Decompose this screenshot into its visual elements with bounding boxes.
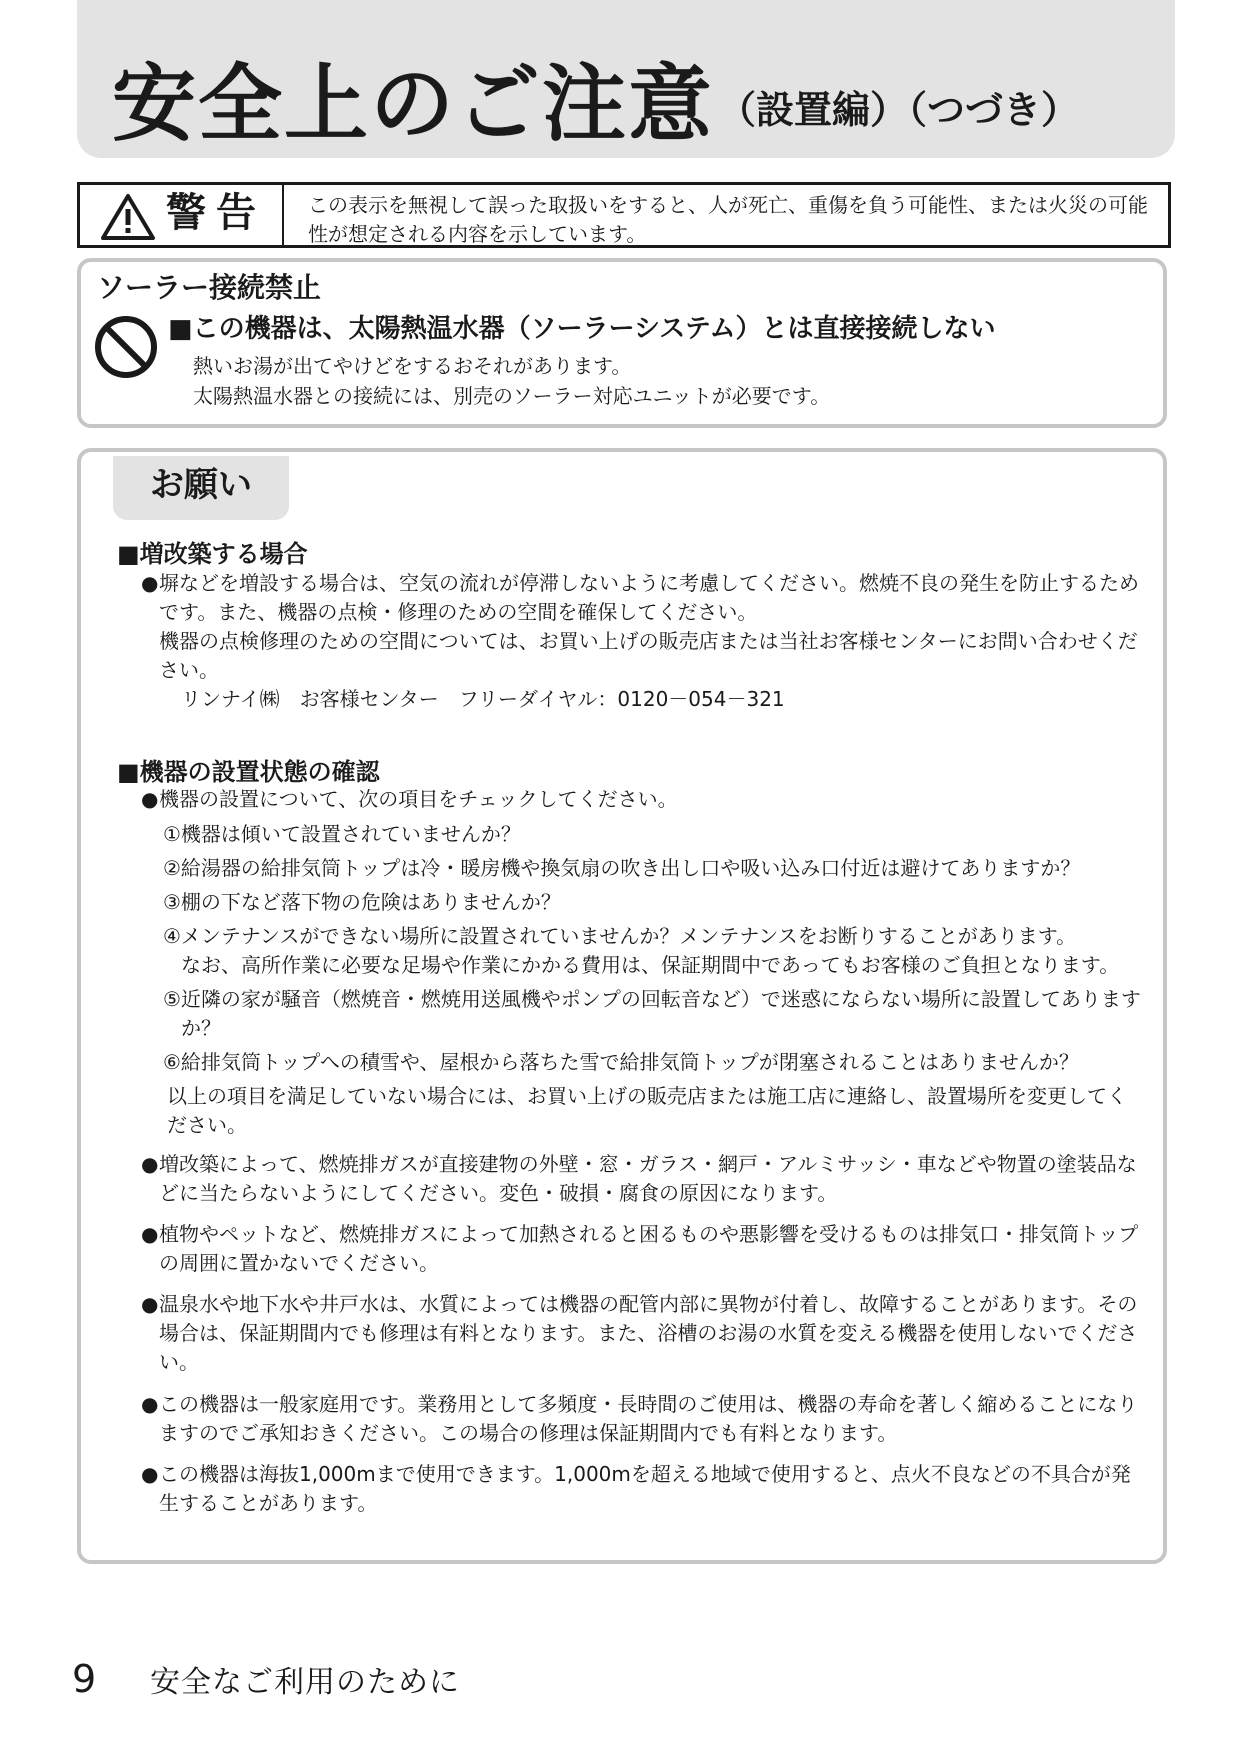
request-box	[77, 448, 1167, 1564]
bullet-mark: ●	[141, 1152, 159, 1176]
warning-triangle-icon	[100, 193, 156, 241]
solar-heading: ソーラー接続禁止	[97, 271, 322, 304]
inquiry-note: 機器の点検修理のための空間については、お買い上げの販売店または当社お客様センターにお問い合わせください。	[159, 629, 1138, 682]
solar-detail-line: 太陽熱温水器との接続には、別売のソーラー対応ユニットが必要です。	[193, 384, 831, 408]
prohibition-icon	[93, 314, 159, 380]
check-item: ④メンテナンスができない場所に設置されていませんか？メンテナンスをお断りすることがあります。	[163, 924, 1077, 948]
bullet-text: 塀などを増設する場合は、空気の流れが停滞しないように考慮してください。燃焼不良の発生を防止するためです。また、機器の点検・修理のための空間を確保してください。	[159, 571, 1139, 624]
bullet-text: 増改築によって、燃焼排ガスが直接建物の外壁・窓・ガラス・網戸・アルミサッシ・車などや物置の塗装品などに当たらないようにしてください。変色・破損・腐食の原因になります。	[159, 1152, 1137, 1205]
bullet-mark: ●	[141, 1292, 159, 1316]
customer-center-contact: リンナイ㈱ お客様センター フリーダイヤル：0120－054－321	[181, 687, 785, 711]
request-tab	[113, 456, 289, 520]
bullet-mark: ●	[141, 1462, 159, 1486]
bullet-text: 温泉水や地下水や井戸水は、水質によっては機器の配管内部に異物が付着し、故障することがあります。その場合は、保証期間内でも修理は有料となります。また、浴槽のお湯の水質を変える機器を使用しないでください。	[159, 1292, 1138, 1374]
bullet-text: 機器の設置について、次の項目をチェックしてください。	[159, 787, 678, 811]
bullet-text: 植物やペットなど、燃焼排ガスによって加熱されると困るものや悪影響を受けるものは排気口・排気筒トップの周囲に置かないでください。	[159, 1222, 1139, 1275]
section-heading-installation-check: ■機器の設置状態の確認	[117, 758, 380, 786]
check-item-note: なお、高所作業に必要な足場や作業にかかる費用は、保証期間中であってもお客様のご負担となります。	[181, 953, 1120, 977]
bullet-item	[141, 1290, 1141, 1377]
page-title-main: 安全上のご注意	[112, 55, 715, 153]
footer-section-title: 安全なご利用のために	[150, 1665, 460, 1700]
check-item: ⑤近隣の家が騒音（燃焼音・燃焼用送風機やポンプの回転音など）で迷惑にならない場所に設置してありますか？	[163, 987, 1141, 1040]
bullet-item	[141, 785, 1141, 814]
bullet-item	[141, 1220, 1141, 1278]
section-heading-renovation: ■増改築する場合	[117, 540, 308, 568]
page-number: 9	[72, 1657, 97, 1701]
check-summary: 以上の項目を満足していない場合には、お買い上げの販売店または施工店に連絡し、設置場所を変更してください。	[167, 1084, 1127, 1137]
check-item: ⑥給排気筒トップへの積雪や、屋根から落ちた雪で給排気筒トップが閉塞されることはありませんか？	[163, 1050, 1079, 1074]
solar-warning-box	[77, 258, 1167, 428]
warning-description: この表示を無視して誤った取扱いをすると、人が死亡、重傷を負う可能性、または火災の可能性が想定される内容を示しています。	[308, 193, 1148, 246]
bullet-mark: ●	[141, 787, 159, 811]
check-item: ①機器は傾いて設置されていませんか？	[163, 822, 521, 846]
bullet-item	[141, 569, 1141, 627]
warning-word: 警告	[166, 190, 266, 236]
bullet-text: この機器は一般家庭用です。業務用として多頻度・長時間のご使用は、機器の寿命を著しく縮めることになりますのでご承知おきください。この場合の修理は保証期間内でも有料となります。	[159, 1392, 1138, 1445]
check-item: ②給湯器の給排気筒トップは冷・暖房機や換気扇の吹き出し口や吸い込み口付近は避けてありますか？	[163, 856, 1081, 880]
page-title-subtitle: （設置編）（つづき）	[718, 88, 1080, 132]
solar-main-instruction: ■この機器は、太陽熱温水器（ソーラーシステム）とは直接接続しない	[168, 314, 996, 344]
bullet-text: この機器は海抜1,000mまで使用できます。1,000mを超える地域で使用すると、点火不良などの不具合が発生することがあります。	[159, 1462, 1131, 1515]
warning-legend	[77, 182, 1171, 248]
warning-label-cell	[80, 185, 284, 245]
bullet-item	[141, 1150, 1141, 1208]
check-item: ③棚の下など落下物の危険はありませんか？	[163, 890, 561, 914]
bullet-item	[141, 1460, 1141, 1518]
page-title	[112, 55, 1080, 153]
bullet-mark: ●	[141, 1222, 159, 1246]
solar-detail-line: 熱いお湯が出てやけどをするおそれがあります。	[193, 354, 632, 378]
bullet-mark: ●	[141, 1392, 159, 1416]
bullet-item	[141, 1390, 1141, 1448]
bullet-mark: ●	[141, 571, 159, 595]
request-tab-label: お願い	[150, 465, 252, 505]
